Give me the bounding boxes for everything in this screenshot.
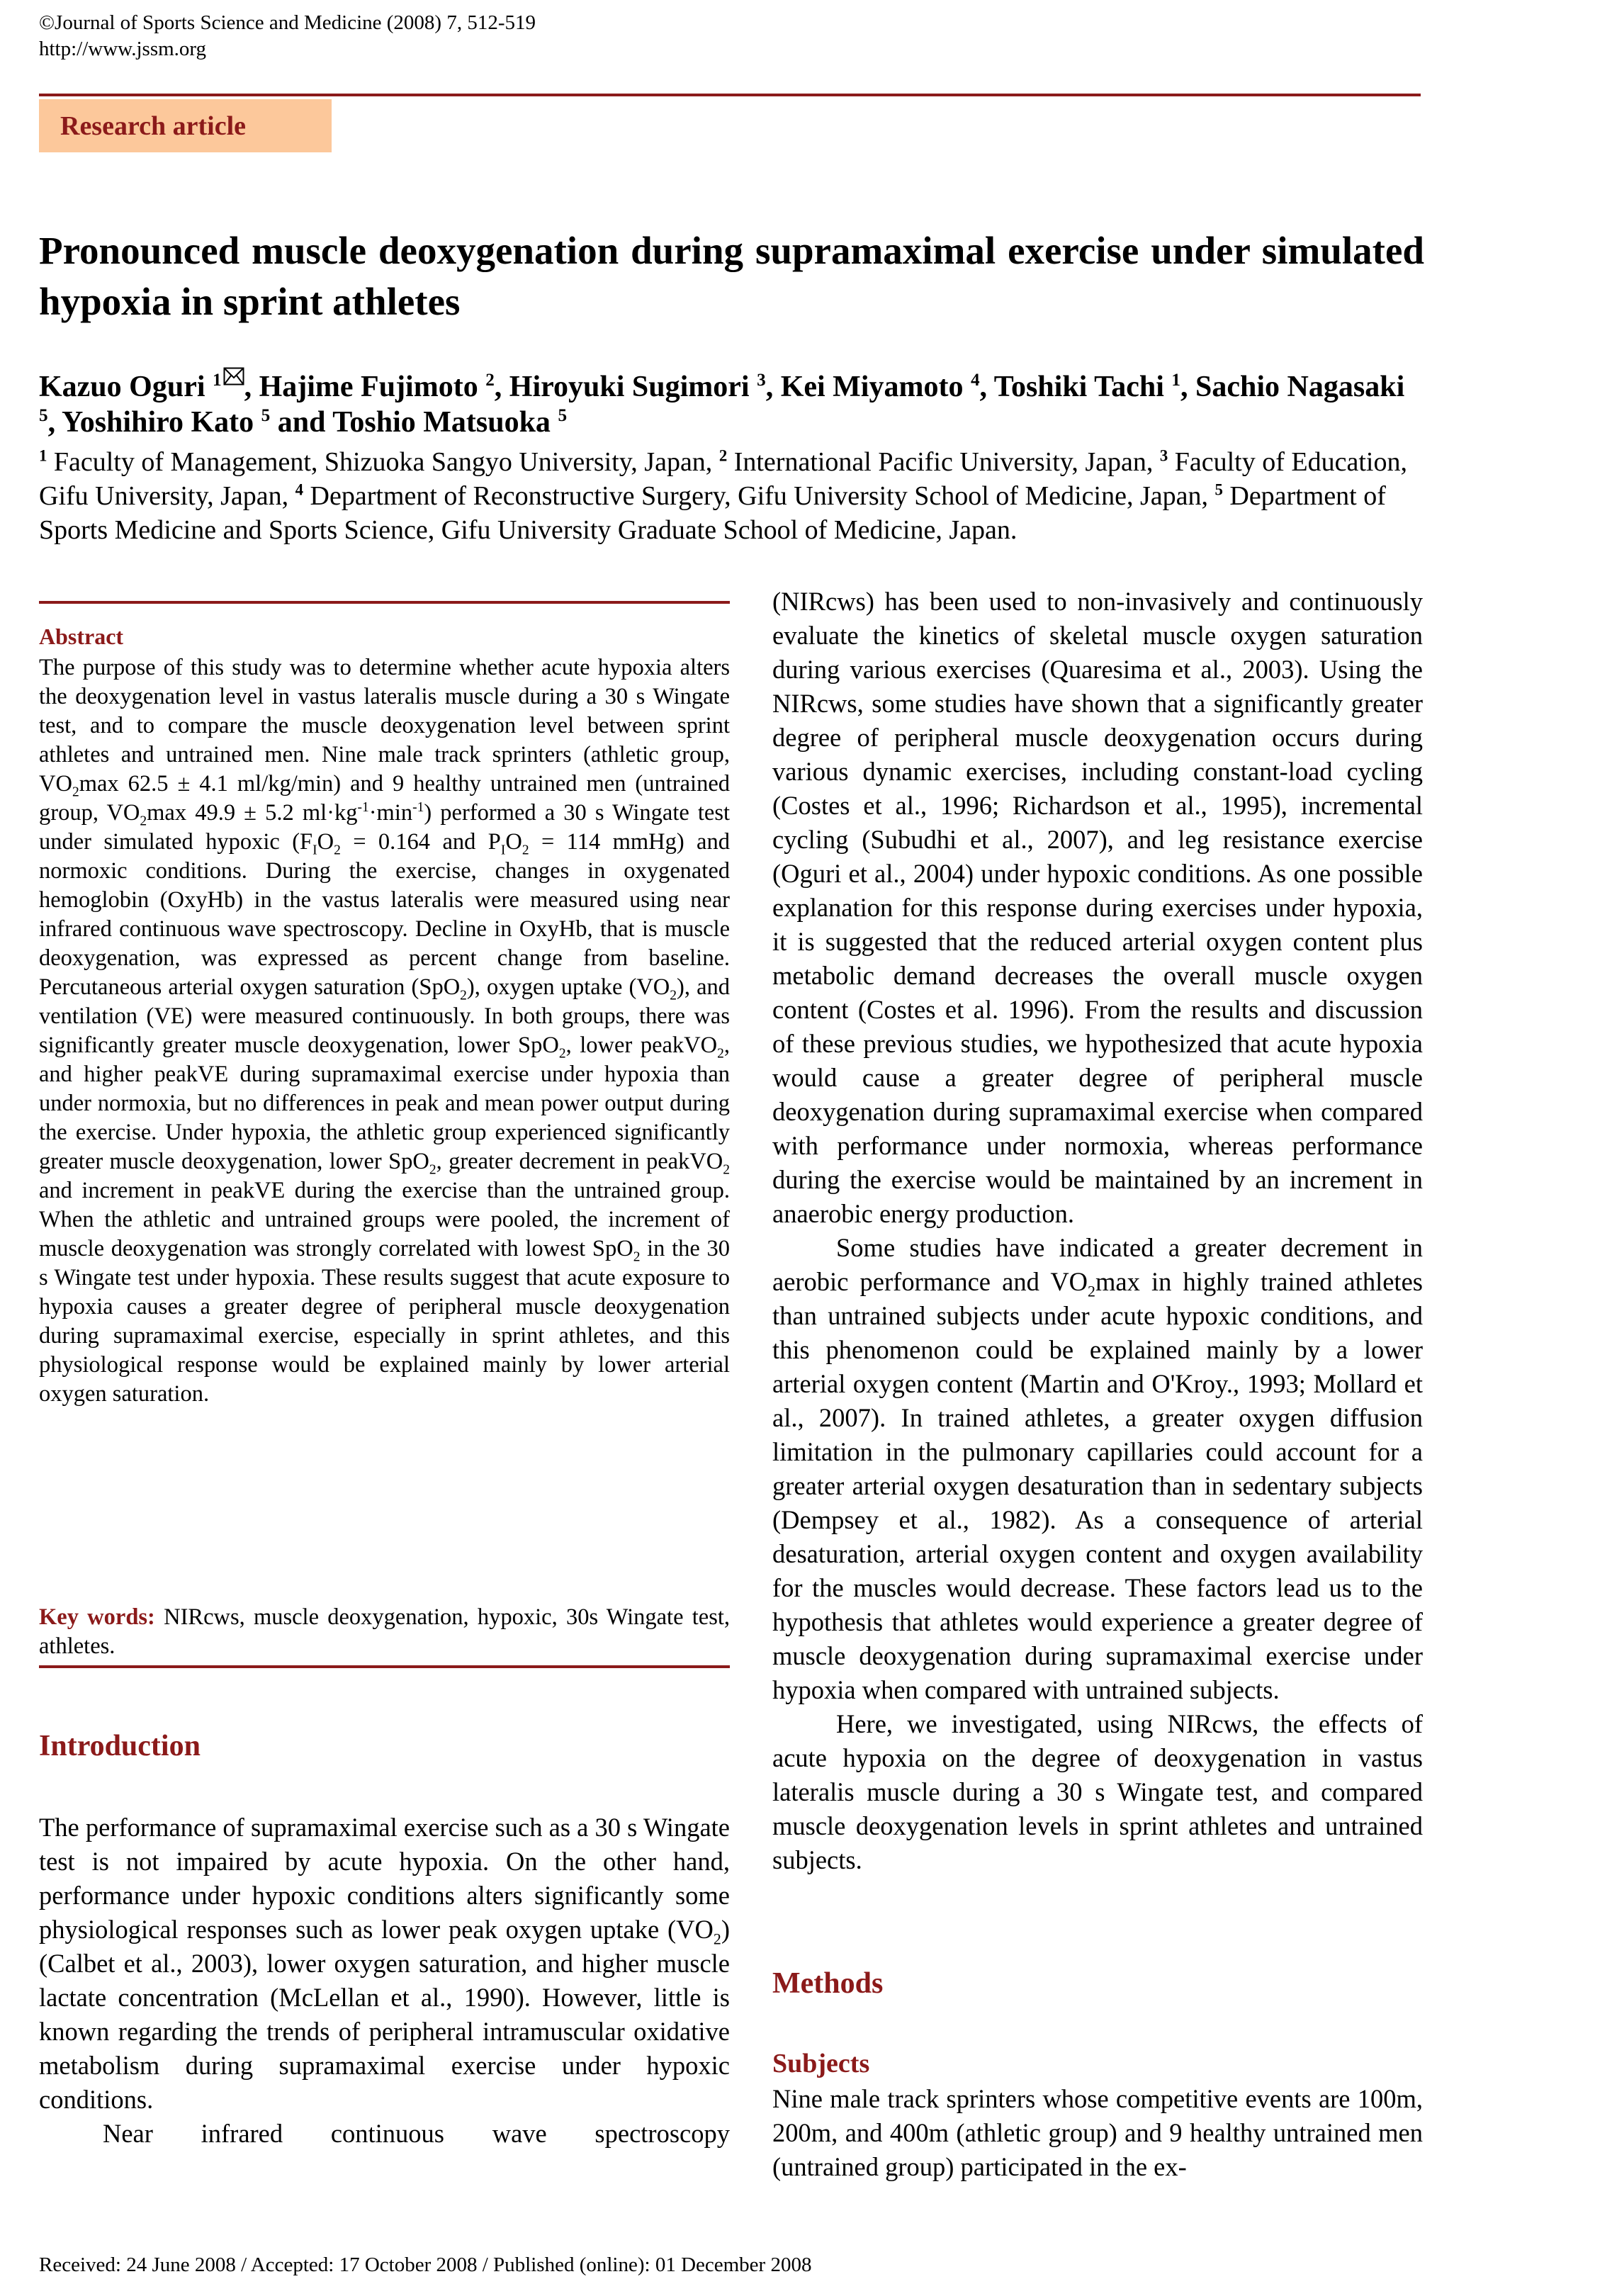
introduction-paragraph-2: Near infrared continuous wave spectroscopy (103, 2119, 730, 2148)
author-list: Kazuo Oguri $^1$ , Hajime Fujimoto $^2$, Hiroyuki Sugimori $^3$, Kei Miyamoto $^4$, Toshiki Tachi $^1$, Sachio Nagasaki $^5$, Yoshihiro Kato $^5$ and Toshio Matsuoka $^5$ (39, 367, 1424, 440)
keywords-label: Key words: (39, 1604, 155, 1630)
affiliations: $^1$ Faculty of Management, Shizuoka Sangyo University, Japan, $^2$ International Pacific University, Japan, $^3$ Faculty of Education, Gifu University, Japan, $^4$ Department of Reconstructive Surgery, Gifu University School of Medicine, Japan, $^5$ Department of Sports Medicine and Sports Science, Gifu University Graduate School of Medicine, Japan. (39, 446, 1407, 545)
subjects-paragraph: Nine male track sprinters whose competitive events are 100m, 200m, and 400m (athletic group) and 9 healthy untrained men (untrained group) participated in the ex- (772, 2084, 1423, 2181)
right-paragraph-1: (NIRcws) has been used to non-invasively and continuously evaluate the kinetics of skeletal muscle oxygen saturation during various exercises (Quaresima et al., 2003). Using the NIRcws, some studies have shown that a significantly greater degree of peripheral muscle deoxygenation occurs during various dynamic exercises, including constant-load cycling (Costes et al., 1996; Richardson et al., 1995), incremental cycling (Subudhi et al., 2007), and leg resistance exercise (Oguri et al., 2004) under hypoxic conditions. As one possible explanation for this response during exercises under hypoxia, it is suggested that the reduced arterial oxygen content plus metabolic demand decreases the overall muscle oxygen content (Costes et al. 1996). From the results and discussion of these previous studies, we hypothesized that acute hypoxia would cause a greater degree of peripheral muscle deoxygenation during supramaximal exercise when compared with performance under normoxia, whereas performance during the exercise would be maintained by an increment in anaerobic energy production. (772, 587, 1423, 1228)
abstract-text: The purpose of this study was to determine whether acute hypoxia alters the deoxygenation level in vastus lateralis muscle during a 30 s Wingate test, and to compare the muscle deoxygenation level between sprint athletes and untrained men. Nine male track sprinters (athletic group, $VO_2\max$ 62.5 ± 4.1 ml/kg/min) and 9 healthy untrained men (untrained group, $VO_2\max$ 49.9 ± 5.2 $ml\cdot kg^{-1}\cdot\min^{-1}$) performed a 30 s Wingate test under simulated hypoxic ($F_IO_2 = 0.164$ and $P_IO_2 = 114$ mmHg) and normoxic conditions. During the exercise, changes in oxygenated hemoglobin (OxyHb) in the vastus lateralis were measured using near infrared continuous wave spectroscopy. Decline in OxyHb, that is muscle deoxygenation, was expressed as percent change from baseline. Percutaneous arterial oxygen saturation (SpO$_2$), oxygen uptake $(VO_2)$, and ventilation (VE) were measured continuously. In both groups, there was significantly greater muscle deoxygenation, lower SpO$_2$, lower peakVO$_2$, and higher peakVE during supramaximal exercise under hypoxia than under normoxia, but no differences in peak and mean power output during the exercise. Under hypoxia, the athletic group experienced significantly greater muscle deoxygenation, lower SpO$_2$, greater decrement in peakVO$_2$ and increment in peakVE during the exercise than the untrained group. When the athletic and untrained groups were pooled, the increment of muscle deoxygenation was strongly correlated with lowest SpO$_2$ in the 30 s Wingate test under hypoxia. These results suggest that acute exposure to hypoxia causes a greater degree of peripheral muscle deoxygenation during supramaximal exercise, especially in sprint athletes, and this physiological response would be explained mainly by lower arterial oxygen saturation. (39, 655, 731, 1407)
journal-url[interactable]: http://www.jssm.org (39, 38, 207, 60)
right-column-body (772, 585, 1423, 1877)
abstract-heading: Abstract (39, 624, 124, 649)
keywords (39, 1603, 730, 1661)
header-rule (39, 94, 1421, 96)
abstract-top-rule (39, 601, 730, 604)
journal-citation: ©Journal of Sports Science and Medicine (2008) 7, 512-519 (39, 11, 536, 34)
introduction-heading: Introduction (39, 1730, 201, 1762)
subjects-subheading: Subjects (772, 2049, 870, 2078)
article-type-badge (39, 99, 332, 152)
abstract-bottom-rule (39, 1665, 730, 1668)
publication-dates: Received: 24 June 2008 / Accepted: 17 October 2008 / Published (online): 01 December 2008 (39, 2253, 812, 2276)
article-type-label: Research article (60, 111, 247, 141)
journal-header (39, 10, 536, 62)
article-title: Pronounced muscle deoxygenation during supramaximal exercise under simulated hypoxia in sprint athletes (39, 229, 1424, 323)
introduction-paragraph-1: The performance of supramaximal exercise such as a 30 s Wingate test is not impaired by acute hypoxia. On the other hand, performance under hypoxic conditions alters significantly some physiological responses such as lower peak oxygen uptake $(VO_2)$ (Calbet et al., 2003), lower oxygen saturation, and higher muscle lactate concentration (McLellan et al., 1990). However, little is known regarding the trends of peripheral intramuscular oxidative metabolism during supramaximal exercise under hypoxic conditions. (39, 1813, 730, 2114)
keywords-text: NIRcws, muscle deoxygenation, hypoxic, 30s Wingate test, athletes. (39, 1604, 730, 1659)
right-paragraph-2: Some studies have indicated a greater decrement in aerobic performance and $VO_2\max$ in highly trained athletes than untrained subjects under acute hypoxic conditions, and this phenomenon could be explained mainly by a lower arterial oxygen content (Martin and O'Kroy., 1993; Mollard et al., 2007). In trained athletes, a greater oxygen diffusion limitation in the pulmonary capillaries could account for a greater arterial oxygen desaturation than in sedentary subjects (Dempsey et al., 1982). As a consequence of arterial desaturation, arterial oxygen content and oxygen availability for the muscles would decrease. These factors lead us to the hypothesis that athletes would experience a greater degree of muscle deoxygenation during supramaximal exercise under hypoxia when compared with untrained subjects. (772, 1233, 1423, 1704)
right-paragraph-3: Here, we investigated, using NIRcws, the effects of acute hypoxia on the degree of deoxygenation in vastus lateralis muscle during a 30 s Wingate test, and compared muscle deoxygenation levels in sprint athletes and untrained subjects. (772, 1709, 1423, 1874)
introduction-body (39, 1811, 730, 2151)
methods-heading: Methods (772, 1967, 884, 2000)
